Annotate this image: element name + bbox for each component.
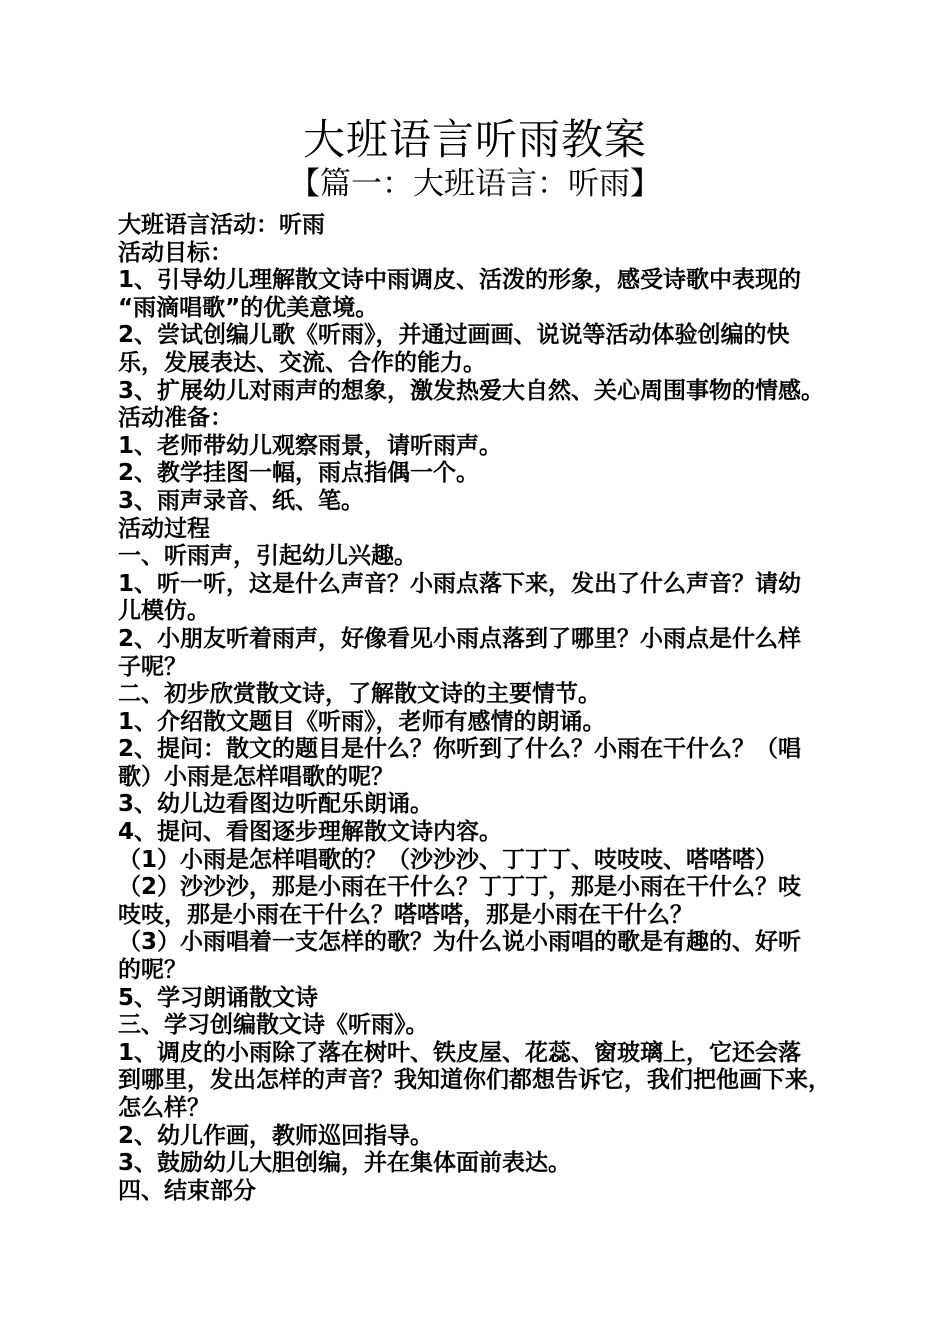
- text-line: 大班语言活动：听雨: [118, 212, 325, 238]
- text-line: 活动准备：: [118, 405, 233, 432]
- text-line: “雨滴唱歌”的优美意境。: [118, 294, 379, 321]
- text-line: 3、鼓励幼儿大胆创编，并在集体面前表达。: [118, 1150, 572, 1177]
- text-line: 三、学习创编散文诗《听雨》。: [118, 1012, 429, 1039]
- text-line: 活动目标：: [118, 239, 233, 266]
- text-line: 2、尝试创编儿歌《听雨》，并通过画画、说说等活动体验创编的快: [118, 322, 790, 349]
- text-line: 2、提问：散文的题目是什么？你听到了什么？小雨在干什么？（唱: [118, 736, 802, 763]
- document-subtitle: 【篇一：大班语言：听雨】: [289, 166, 661, 202]
- text-line: （1）小雨是怎样唱歌的？（沙沙沙、丁丁丁、吱吱吱、嗒嗒嗒）: [118, 846, 779, 873]
- text-line: 儿模仿。: [118, 598, 210, 625]
- text-line: 1、介绍散文题目《听雨》，老师有感情的朗诵。: [118, 708, 606, 735]
- document-body: [118, 212, 848, 1205]
- text-line: 5、学习朗诵散文诗: [118, 984, 319, 1011]
- text-line: （2）沙沙沙，那是小雨在干什么？丁丁丁，那是小雨在干什么？吱: [118, 874, 802, 901]
- text-line: 1、听一听，这是什么声音？小雨点落下来，发出了什么声音？请幼: [118, 570, 802, 597]
- text-line: 2、教学挂图一幅，雨点指偶一个。: [118, 460, 480, 487]
- text-line: 1、引导幼儿理解散文诗中雨调皮、活泼的形象，感受诗歌中表现的: [118, 267, 802, 294]
- text-line: 四、结束部分: [118, 1177, 256, 1204]
- text-line: 到哪里，发出怎样的声音？我知道你们都想告诉它，我们把他画下来，: [118, 1067, 831, 1094]
- text-line: 吱吱，那是小雨在干什么？嗒嗒嗒，那是小雨在干什么？: [118, 901, 693, 928]
- text-line: 3、幼儿边看图边听配乐朗诵。: [118, 791, 434, 818]
- text-line: 歌）小雨是怎样唱歌的呢？: [118, 763, 394, 790]
- text-line: 2、小朋友听着雨声，好像看见小雨点落到了哪里？小雨点是什么样: [118, 625, 802, 652]
- text-line: 的呢？: [118, 957, 187, 984]
- text-line: 2、幼儿作画，教师巡回指导。: [118, 1122, 434, 1149]
- text-line: 4、提问、看图逐步理解散文诗内容。: [118, 819, 503, 846]
- document-title: 大班语言听雨教案: [302, 115, 647, 164]
- text-line: 3、扩展幼儿对雨声的想象，激发热爱大自然、关心周围事物的情感。: [118, 377, 825, 404]
- text-line: （3）小雨唱着一支怎样的歌？为什么说小雨唱的歌是有趣的、好听: [118, 929, 802, 956]
- text-line: 一、听雨声，引起幼儿兴趣。: [118, 543, 417, 570]
- text-line: 1、老师带幼儿观察雨景，请听雨声。: [118, 432, 503, 459]
- text-line: 二、初步欣赏散文诗，了解散文诗的主要情节。: [118, 681, 601, 708]
- text-line: 子呢？: [118, 653, 187, 680]
- text-line: 活动过程: [118, 515, 210, 542]
- text-line: 乐，发展表达、交流、合作的能力。: [118, 349, 486, 376]
- text-line: 1、调皮的小雨除了落在树叶、铁皮屋、花蕊、窗玻璃上，它还会落: [118, 1039, 802, 1066]
- text-line: 3、雨声录音、纸、笔。: [118, 487, 365, 514]
- text-line: 怎么样？: [118, 1095, 210, 1121]
